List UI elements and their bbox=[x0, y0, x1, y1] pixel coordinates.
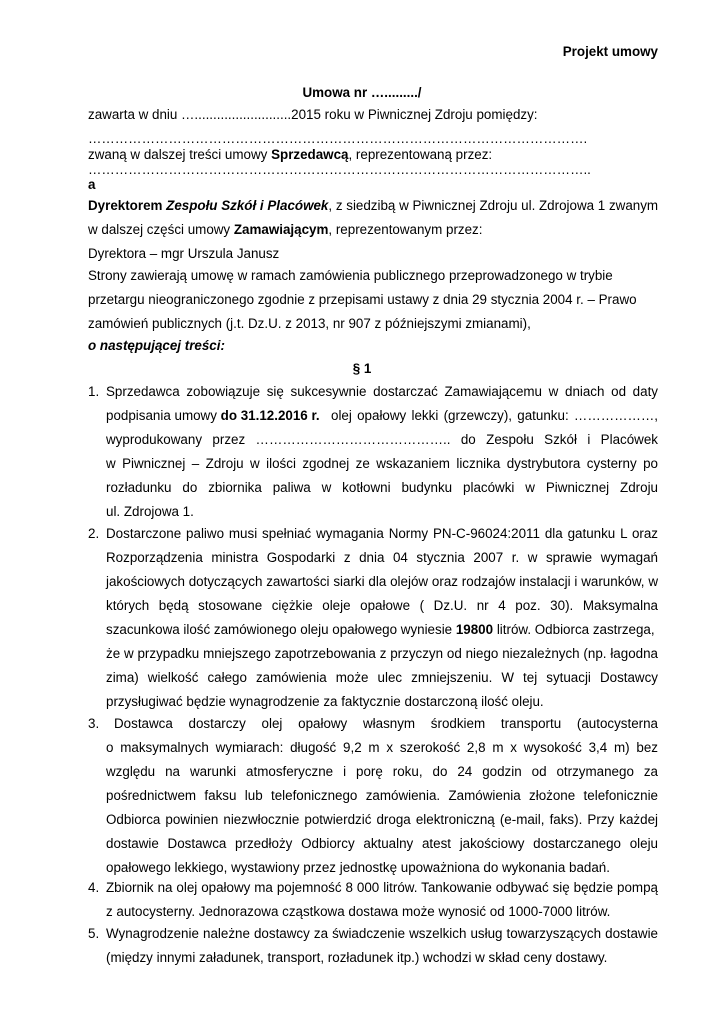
following-content: o następującej treści: bbox=[88, 338, 225, 353]
seller-pre: zwaną w dalszej treści umowy bbox=[88, 147, 272, 162]
director-bold: Dyrektorem bbox=[88, 198, 167, 213]
seller-bold: Sprzedawcą bbox=[271, 147, 349, 162]
item-2-line-7: zima) wielkość całego zamówienia może ulec zmniejszeniu. W tej sytuacji Dostawcy bbox=[106, 670, 658, 685]
item-2-max-pre: szacunkowa ilość zamówionego oleju opałowego wyniesie bbox=[106, 622, 456, 637]
item-4-line-2: z autocysterny. Jednorazowa cząstkowa dostawa może wynosić od 1000-7000 litrów. bbox=[106, 904, 611, 919]
item-1-line-6: ul. Zdrojowa 1. bbox=[106, 504, 194, 519]
item-2-max-post: litrów. Odbiorca zastrzega, bbox=[493, 622, 655, 637]
parties-line-2: przetargu nieograniczonego zgodnie z przepisami ustawy z dnia 29 stycznia 2004 r. – Prawo bbox=[88, 292, 637, 307]
item-1-line-2: olej opałowy lekki (grzewczy), gatunku: ………………, bbox=[331, 408, 658, 423]
item-2-line-3: jakościowych dotyczących zawartości siarki dla olejów oraz rodzajów instalacji i warunków, w bbox=[106, 574, 658, 589]
item-1-sign-bold: do 31.12.2016 r. bbox=[220, 408, 320, 423]
item-1-line-4: w Piwnicznej – Zdroju w ilości zgodnej ze wskazaniem licznika dystrybutora cysterny po bbox=[106, 456, 658, 471]
director-post: , z siedzibą w Piwnicznej Zdroju ul. Zdrojowa 1 zwanym bbox=[328, 198, 659, 213]
seller-rep-dots: ………………………………………………………………………………………………….. bbox=[88, 162, 591, 177]
orderer-bold: Zamawiającym bbox=[233, 222, 329, 237]
and-word: a bbox=[88, 177, 96, 192]
item-4-line-1: Zbiornik na olej opałowy ma pojemność 8 000 litrów. Tankowanie odbywać się będzie pompą bbox=[106, 880, 658, 895]
item-5-line-2: (między innymi załadunek, transport, rozładunek itp.) wchodzi w skład ceny dostawy. bbox=[106, 950, 608, 965]
item-1-sign-pre: podpisania umowy bbox=[106, 408, 221, 423]
item-3-line-6: dostawie Dostawca przedłoży Odbiorcy aktualny atest jakościowy dostarczanego oleju bbox=[106, 836, 658, 851]
orderer-pre: w dalszej części umowy bbox=[88, 222, 234, 237]
item-1-line-1: Sprzedawca zobowiązuje się sukcesywnie dostarczać Zamawiającemu w dniach od daty bbox=[106, 384, 658, 399]
seller-line bbox=[88, 147, 492, 163]
project-label: Projekt umowy bbox=[562, 44, 658, 59]
item-3-line-7: opałowego lekkiego, wystawiony przez jednostkę upoważniona do wykonania badań. bbox=[106, 860, 610, 875]
contract-title: Umowa nr …........./ bbox=[302, 85, 422, 100]
item-2-line-5 bbox=[106, 622, 655, 638]
director-line bbox=[88, 198, 658, 214]
item-2-line-6: że w przypadku mniejszego zapotrzebowania z przyczyn od niego niezależnych (np. łagodna bbox=[106, 646, 658, 661]
item-5-line-1: Wynagrodzenie należne dostawcy za świadczenie wszelkich usług towarzyszących dostawie bbox=[106, 926, 658, 941]
concluded-line: zawarta w dniu …..........................2015 roku w Piwnicznej Zdroju pomiędzy: bbox=[88, 107, 538, 122]
item-2-line-4: których będą stosowane ciężkie oleje opałowe ( Dz.U. nr 4 poz. 30). Maksymalna bbox=[106, 598, 658, 613]
item-3-line-4: pośrednictwem faksu lub telefonicznego zamówienia. Zamówienia złożone telefonicznie bbox=[106, 788, 658, 803]
item-3-line-1: Dostawca dostarczy olej opałowy własnym środkiem transportu (autocysterna bbox=[114, 716, 658, 731]
item-1-line-3: wyprodukowany przez …………………………………….. do Zespołu Szkół i Placówek bbox=[106, 432, 658, 447]
seller-post: , reprezentowaną przez: bbox=[348, 147, 493, 162]
item-3-number: 3. bbox=[88, 716, 100, 731]
item-4-number: 4. bbox=[88, 880, 100, 895]
orderer-post: , reprezentowanym przez: bbox=[328, 222, 483, 237]
orderer-line bbox=[88, 222, 482, 238]
parties-line-3: zamówień publicznych (j.t. Dz.U. z 2013, nr 907 z późniejszymi zmianami), bbox=[88, 316, 531, 331]
item-1-number: 1. bbox=[88, 384, 100, 399]
item-3-line-5: Odbiorca powinien niezwłocznie potwierdzić droga elektroniczną (e-mail, faks). Przy każdej bbox=[106, 812, 658, 827]
seller-dots: …………………………………………………………………………………………………. bbox=[88, 131, 588, 146]
director-school: Zespołu Szkół i Placówek bbox=[166, 198, 329, 213]
section-heading: § 1 bbox=[352, 361, 372, 376]
representative-line: Dyrektora – mgr Urszula Janusz bbox=[88, 246, 280, 261]
item-2-number: 2. bbox=[88, 526, 100, 541]
parties-line-1: Strony zawierają umowę w ramach zamówienia publicznego przeprowadzonego w trybie bbox=[88, 268, 613, 283]
item-1-line-5: rozładunku do zbiornika paliwa w kotłowni budynku placówki w Piwnicznej Zdroju bbox=[106, 480, 658, 495]
item-2-line-2: Rozporządzenia ministra Gospodarki z dnia 04 stycznia 2007 r. w sprawie wymagań bbox=[106, 550, 658, 565]
item-3-line-2: o maksymalnych wymiarach: długość 9,2 m x szerokość 2,8 m x wysokość 3,4 m) bez bbox=[106, 740, 658, 755]
item-2-line-8: przysługiwać będzie wynagrodzenie za faktycznie dostarczoną ilość oleju. bbox=[106, 694, 544, 709]
item-2-max-value: 19800 bbox=[455, 622, 494, 637]
item-2-line-1: Dostarczone paliwo musi spełniać wymagania Normy PN-C-96024:2011 dla gatunku L oraz bbox=[106, 526, 658, 541]
item-5-number: 5. bbox=[88, 926, 100, 941]
item-1-sign-date bbox=[106, 408, 320, 424]
item-3-line-3: względu na warunki atmosferyczne i porę roku, do 24 godzin od otrzymanego za bbox=[106, 764, 658, 779]
